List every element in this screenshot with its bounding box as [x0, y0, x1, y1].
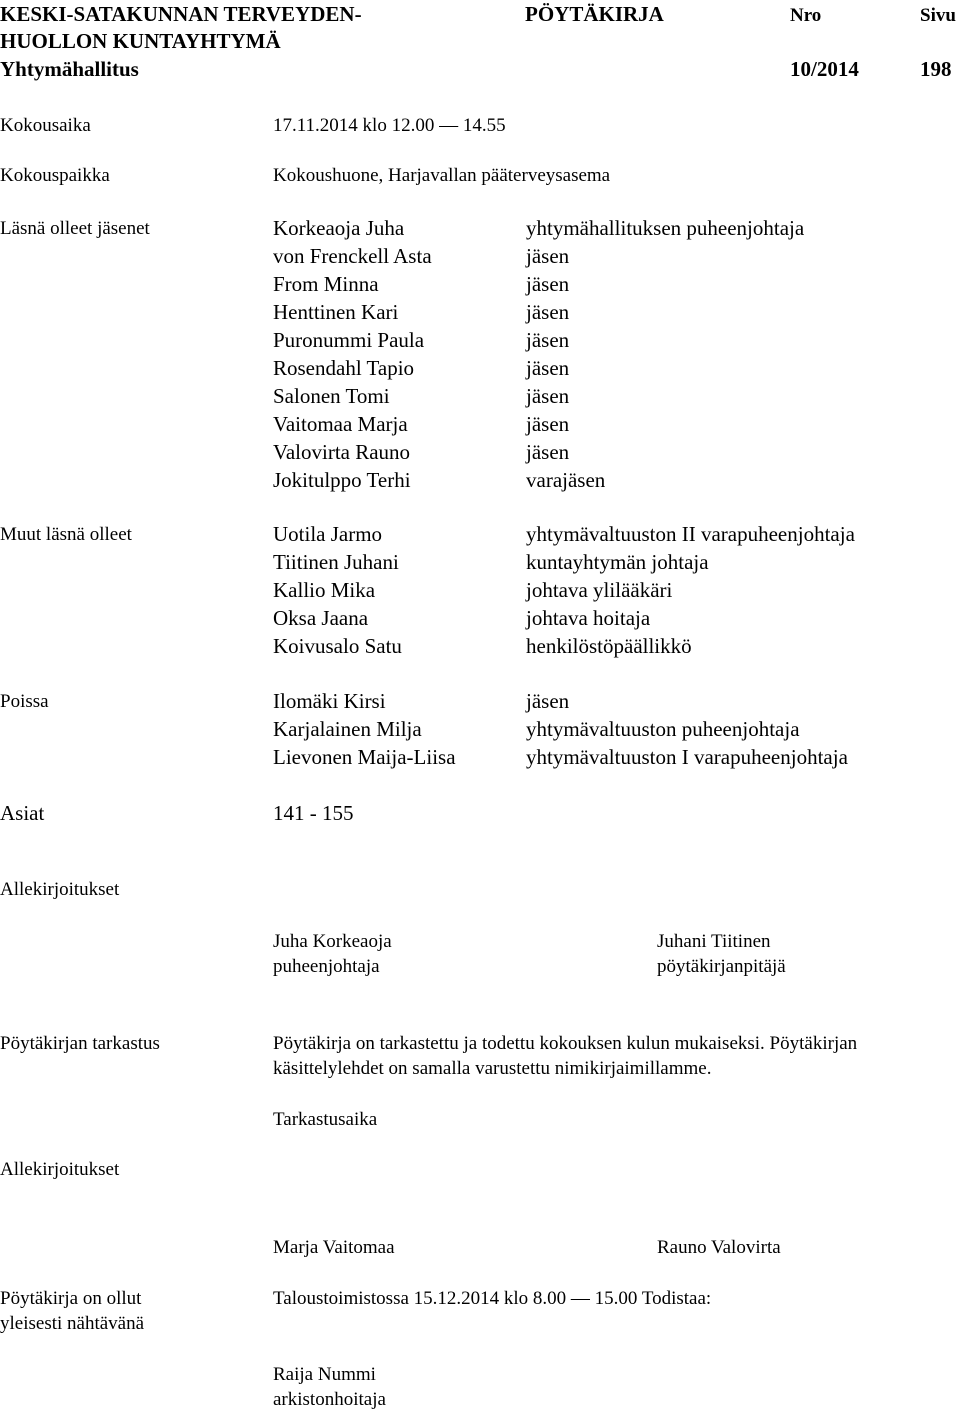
person-name: Tiitinen Juhani: [273, 550, 399, 574]
matters-label: Asiat: [0, 801, 45, 825]
public-display-value: Taloustoimistossa 15.12.2014 klo 8.00 — 15.00 Todistaa:: [273, 1288, 712, 1309]
public-display-label-line1: Pöytäkirja on ollut: [0, 1288, 142, 1309]
absent-label: Poissa: [0, 691, 49, 712]
person-role: yhtymävaltuuston puheenjohtaja: [526, 717, 800, 741]
person-role: johtava hoitaja: [526, 606, 651, 630]
member-role: jäsen: [526, 440, 570, 464]
signatures-label: Allekirjoitukset: [0, 879, 120, 900]
archivist-title: arkistonhoitaja: [273, 1389, 386, 1410]
member-name: von Frenckell Asta: [273, 244, 432, 268]
list-item: [273, 632, 692, 660]
list-item: [273, 410, 570, 438]
review-label: Pöytäkirjan tarkastus: [0, 1033, 160, 1054]
member-role: jäsen: [526, 328, 570, 352]
member-name: Jokitulppo Terhi: [273, 468, 411, 492]
sivu-label: Sivu: [920, 5, 956, 26]
member-role: yhtymähallituksen puheenjohtaja: [526, 216, 805, 240]
person-name: Kallio Mika: [273, 578, 376, 602]
person-name: Koivusalo Satu: [273, 634, 402, 658]
list-item: [273, 576, 673, 604]
person-name: Uotila Jarmo: [273, 522, 383, 546]
member-name: Salonen Tomi: [273, 384, 390, 408]
person-role: jäsen: [526, 689, 570, 713]
list-item: [273, 715, 800, 743]
nro-value: 10/2014: [790, 57, 859, 81]
org-name-line1: KESKI-SATAKUNNAN TERVEYDEN-: [0, 2, 362, 26]
person-name: Oksa Jaana: [273, 606, 369, 630]
person-role: kuntayhtymän johtaja: [526, 550, 709, 574]
member-role: jäsen: [526, 244, 570, 268]
member-role: jäsen: [526, 300, 570, 324]
list-item: [273, 354, 570, 382]
member-role: jäsen: [526, 356, 570, 380]
person-role: yhtymävaltuuston I varapuheenjohtaja: [526, 745, 848, 769]
person-role: johtava ylilääkäri: [526, 578, 673, 602]
matters-value: 141 - 155: [273, 801, 354, 825]
public-display-label-line2: yleisesti nähtävänä: [0, 1313, 145, 1334]
review-text-line2: käsittelylehdet on samalla varustettu nimikirjaimillamme.: [273, 1058, 712, 1079]
member-role: jäsen: [526, 272, 570, 296]
list-item: [273, 604, 651, 632]
member-name: Puronummi Paula: [273, 328, 425, 352]
list-item: [273, 687, 570, 715]
review-signatures-label: Allekirjoitukset: [0, 1159, 120, 1180]
list-item: [273, 382, 570, 410]
others-present-label: Muut läsnä olleet: [0, 524, 132, 545]
list-item: [273, 520, 855, 548]
archivist-name: Raija Nummi: [273, 1364, 376, 1385]
meeting-place-value: Kokoushuone, Harjavallan pääterveysasema: [273, 165, 611, 186]
review-text-line1: Pöytäkirja on tarkastettu ja todettu kokouksen kulun mukaiseksi. Pöytäkirjan: [273, 1033, 858, 1054]
review-time-label: Tarkastusaika: [273, 1109, 378, 1130]
person-name: Karjalainen Milja: [273, 717, 422, 741]
list-item: [273, 548, 709, 576]
member-name: Vaitomaa Marja: [273, 412, 408, 436]
nro-label: Nro: [790, 5, 822, 26]
review-signer1-name: Marja Vaitomaa: [273, 1237, 395, 1258]
meeting-time-label: Kokousaika: [0, 115, 91, 136]
meeting-time-value: 17.11.2014 klo 12.00 — 14.55: [273, 115, 506, 136]
list-item: [273, 466, 606, 494]
person-role: yhtymävaltuuston II varapuheenjohtaja: [526, 522, 855, 546]
meeting-place-label: Kokouspaikka: [0, 165, 110, 186]
signer2-name: Juhani Tiitinen: [657, 931, 771, 952]
list-item: [273, 298, 570, 326]
member-role: jäsen: [526, 384, 570, 408]
list-item: [273, 214, 805, 242]
list-item: [273, 242, 570, 270]
member-name: From Minna: [273, 272, 379, 296]
signer1-title: puheenjohtaja: [273, 956, 380, 977]
signer2-title: pöytäkirjanpitäjä: [657, 956, 786, 977]
member-role: varajäsen: [526, 468, 606, 492]
signer1-name: Juha Korkeaoja: [273, 931, 392, 952]
member-role: jäsen: [526, 412, 570, 436]
member-name: Rosendahl Tapio: [273, 356, 415, 380]
list-item: [273, 438, 570, 466]
doc-type: PÖYTÄKIRJA: [525, 2, 664, 26]
sivu-value: 198: [920, 57, 952, 81]
person-role: henkilöstöpäällikkö: [526, 634, 692, 658]
person-name: Ilomäki Kirsi: [273, 689, 386, 713]
review-signer2-name: Rauno Valovirta: [657, 1237, 781, 1258]
list-item: [273, 270, 570, 298]
member-name: Valovirta Rauno: [273, 440, 411, 464]
member-name: Henttinen Kari: [273, 300, 399, 324]
member-name: Korkeaoja Juha: [273, 216, 405, 240]
present-members-label: Läsnä olleet jäsenet: [0, 218, 150, 239]
org-name-line2: HUOLLON KUNTAYHTYMÄ: [0, 29, 281, 53]
list-item: [273, 743, 848, 771]
body-name: Yhtymähallitus: [0, 57, 139, 81]
person-name: Lievonen Maija-Liisa: [273, 745, 456, 769]
list-item: [273, 326, 570, 354]
